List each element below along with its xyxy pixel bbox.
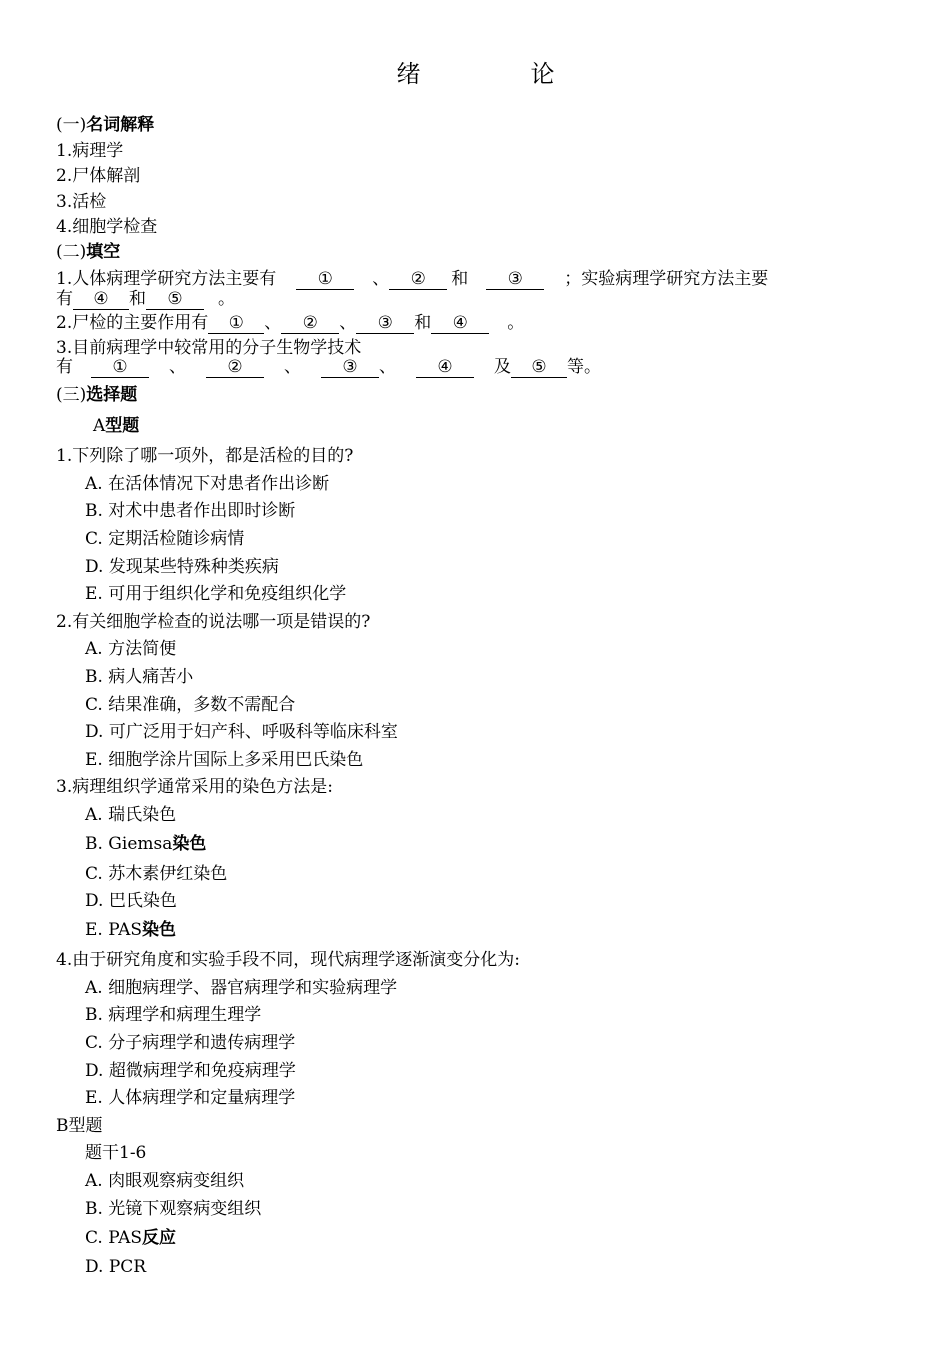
answer-option: B. 病人痛苦小 xyxy=(85,667,194,687)
blank: ③ xyxy=(486,270,544,290)
blank: ① xyxy=(208,314,264,334)
answer-option: B. Giemsa染色 xyxy=(85,834,207,854)
answer-option: E. 可用于组织化学和免疫组织化学 xyxy=(85,584,347,604)
blank: ④ xyxy=(73,290,129,310)
fill-question-3: 3.目前病理学中较常用的分子生物学技术 xyxy=(56,338,362,358)
question-stem: 1.下列除了哪一项外，都是活检的目的? xyxy=(56,446,354,466)
answer-option: A. 肉眼观察病变组织 xyxy=(85,1171,245,1191)
fill-question-1: 1.人体病理学研究方法主要有 ① 、 ② 和 ③ ；实验病理学研究方法主要 xyxy=(56,269,769,289)
blank: ③ xyxy=(321,358,379,378)
blank: ⑤ xyxy=(146,290,204,310)
fill-question-2: 2.尸检的主要作用有 ① 、 ② 、 ③ 和 ④ 。 xyxy=(56,313,525,333)
blank: ⑤ xyxy=(511,358,567,378)
subsection-b-type: B型题 xyxy=(56,1116,103,1136)
definition-item: 3.活检 xyxy=(56,192,107,212)
blank: ③ xyxy=(356,314,414,334)
question-stem: 题干1-6 xyxy=(85,1143,147,1163)
question-stem: 4.由于研究角度和实验手段不同，现代病理学逐渐演变分化为: xyxy=(56,950,520,970)
answer-option: A. 瑞氏染色 xyxy=(85,805,177,825)
answer-option: C. 定期活检随诊病情 xyxy=(85,529,245,549)
title-char-right: 论 xyxy=(530,60,555,88)
title-char-left: 绪 xyxy=(396,60,421,88)
question-stem: 2.有关细胞学检查的说法哪一项是错误的? xyxy=(56,612,371,632)
answer-option: E. PAS染色 xyxy=(85,920,177,940)
blank: ④ xyxy=(431,314,489,334)
answer-option: C. 结果准确，多数不需配合 xyxy=(85,695,296,715)
subsection-a-type: A型题 xyxy=(93,416,140,436)
answer-option: D. 可广泛用于妇产科、呼吸科等临床科室 xyxy=(85,722,398,742)
definition-item: 2.尸体解剖 xyxy=(56,166,141,186)
answer-option: B. 病理学和病理生理学 xyxy=(85,1005,262,1025)
definition-item: 4.细胞学检查 xyxy=(56,217,158,237)
answer-option: C. 苏木素伊红染色 xyxy=(85,864,228,884)
answer-option: E. 细胞学涂片国际上多采用巴氏染色 xyxy=(85,750,364,770)
answer-option: B. 对术中患者作出即时诊断 xyxy=(85,501,296,521)
definition-item: 1.病理学 xyxy=(56,141,124,161)
section-heading-choice: (三)选择题 xyxy=(56,385,138,405)
question-stem: 3.病理组织学通常采用的染色方法是: xyxy=(56,777,333,797)
blank: ② xyxy=(281,314,339,334)
section-heading-definitions: (一)名词解释 xyxy=(56,115,155,135)
answer-option: E. 人体病理学和定量病理学 xyxy=(85,1088,296,1108)
answer-option: A. 细胞病理学、器官病理学和实验病理学 xyxy=(85,978,398,998)
answer-option: D. 超微病理学和免疫病理学 xyxy=(85,1061,296,1081)
blank: ① xyxy=(296,270,354,290)
page-title xyxy=(0,54,951,89)
answer-option: D. 发现某些特殊种类疾病 xyxy=(85,557,279,577)
blank: ② xyxy=(389,270,447,290)
answer-option: C. 分子病理学和遗传病理学 xyxy=(85,1033,296,1053)
blank: ① xyxy=(91,358,149,378)
fill-question-1-cont: 有 ④ 和 ⑤ 。 xyxy=(56,289,235,309)
answer-option: A. 在活体情况下对患者作出诊断 xyxy=(85,474,330,494)
blank: ④ xyxy=(416,358,474,378)
answer-option: C. PAS反应 xyxy=(85,1228,177,1248)
answer-option: A. 方法简便 xyxy=(85,639,177,659)
answer-option: B. 光镜下观察病变组织 xyxy=(85,1199,262,1219)
section-heading-fill-blank: (二)填空 xyxy=(56,242,121,262)
answer-option: D. PCR xyxy=(85,1257,147,1277)
blank: ② xyxy=(206,358,264,378)
answer-option: D. 巴氏染色 xyxy=(85,891,177,911)
fill-question-3-cont: 有 ① 、 ② 、 ③ 、 ④ 及 ⑤ 等。 xyxy=(56,357,601,377)
